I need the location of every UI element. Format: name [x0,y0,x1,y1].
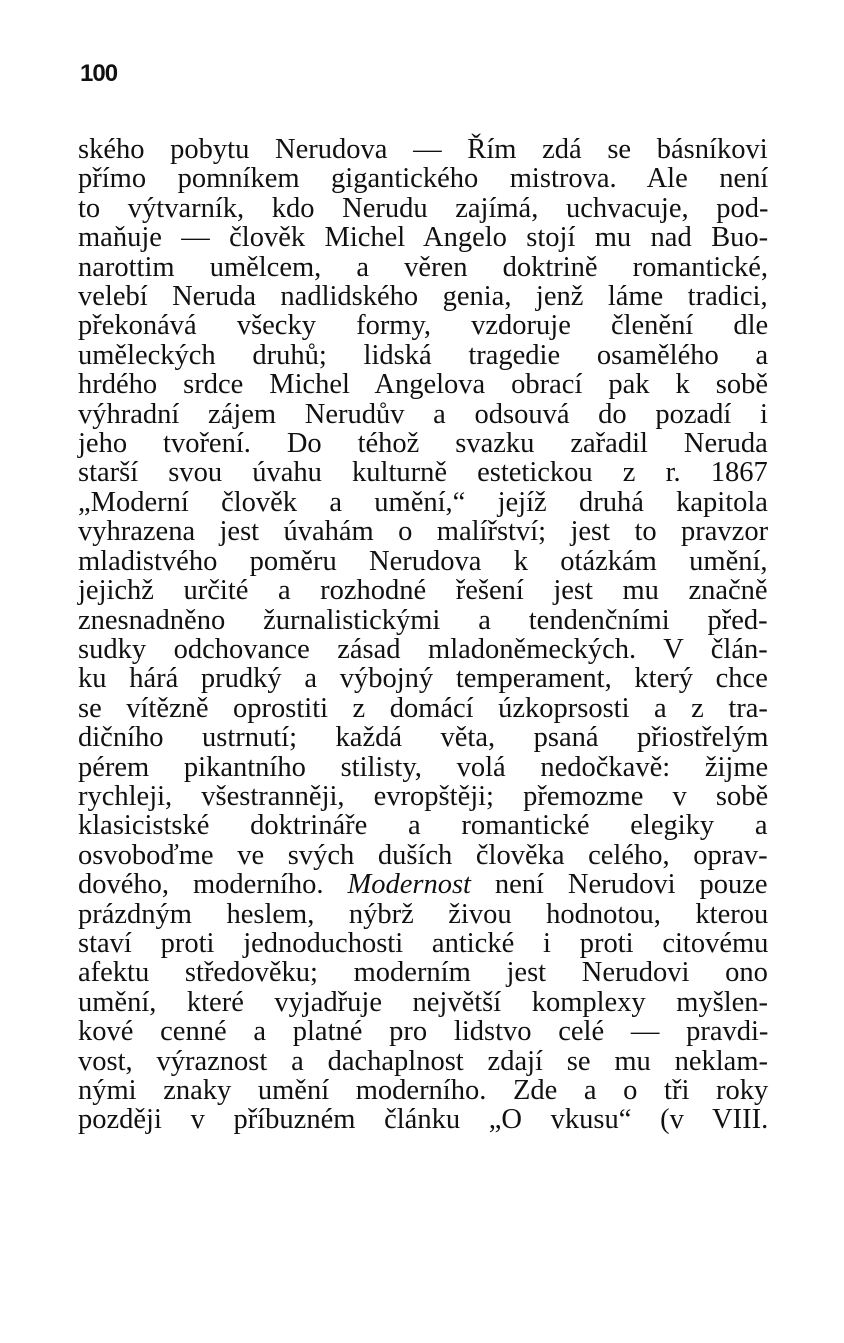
text-line: ského pobytu Nerudova — Řím zdá se básníkovi [78,134,768,165]
text-line: narottim umělcem, a věren doktrině romantické, [78,251,769,283]
text-line: uměleckých druhů; lidská tragedie osamělého a [78,339,769,371]
text-line: jejichž určité a rozhodné řešení jest mu značně [78,575,768,607]
text-line: ku hárá prudký a výbojný temperament, který chce [78,663,768,695]
body-text [78,135,768,1135]
text-line: starší svou úvahu kulturně estetickou z r. 1867 [78,457,768,489]
text-segment: není Nerudovi pouze [470,869,768,901]
text-line: znesnadněno žurnalistickými a tendenčními před- [78,604,768,636]
text-segment: dového, moderního. [78,869,348,901]
text-line: klasicistské doktrináře a romantické elegiky a [78,810,768,842]
text-line: výhradní zájem Nerudův a odsouvá do pozadí i [78,398,768,430]
text-line: mladistvého poměru Nerudova k otázkám umění, [78,545,768,577]
text-line: se vítězně oprostiti z domácí úzkoprsosti a z tra- [78,692,768,724]
text-line: jeho tvoření. Do téhož svazku zařadil Neruda [78,428,768,460]
text-line-mixed [78,870,768,899]
page-number: 100 [80,60,118,87]
text-line: to výtvarník, kdo Nerudu zajímá, uchvacuje, pod- [78,192,769,224]
text-line: umění, které vyjadřuje největší komplexy myšlen- [78,986,769,1018]
text-line: vost, výraznost a dachaplnost zdají se mu neklam- [78,1045,768,1077]
text-line: „Moderní člověk a umění,“ jejíž druhá kapitola [78,486,768,518]
text-line: později v příbuzném článku „O vkusu“ (v VIII. [78,1104,769,1136]
text-line: dičního ustrnutí; každá věta, psaná přiostřelým [78,722,769,754]
italic-term: Modernost [347,869,471,901]
text-line: vyhrazena jest úvahám o malířství; jest to pravzor [78,516,769,548]
text-line: velebí Neruda nadlidského genia, jenž láme tradici, [78,281,768,313]
text-line: maňuje — člověk Michel Angelo stojí mu nad Buo- [78,222,769,254]
text-line: nými znaky umění moderního. Zde a o tři roky [78,1075,769,1106]
text-line: pérem pikantního stilisty, volá nedočkavě: žijme [78,751,769,783]
text-line: osvoboďme ve svých duších člověka celého, oprav- [78,839,768,871]
text-line: staví proti jednoduchosti antické i proti citovému [78,927,769,959]
text-line: hrdého srdce Michel Angelova obrací pak k sobě [78,369,768,401]
text-line: sudky odchovance zásad mladoněmeckých. V člán- [78,633,768,665]
text-line: kové cenné a platné pro lidstvo celé — pravdi- [78,1016,769,1048]
text-line: překonává všecky formy, vzdoruje členění dle [78,310,769,342]
text-line: rychleji, všestranněji, evropštěji; přemozme v sobě [78,780,769,812]
text-line: prázdným heslem, nýbrž živou hodnotou, kterou [78,898,769,930]
text-line: afektu středověku; moderním jest Nerudovi ono [78,957,768,989]
text-line: přímo pomníkem gigantického mistrova. Ale není [78,163,769,195]
